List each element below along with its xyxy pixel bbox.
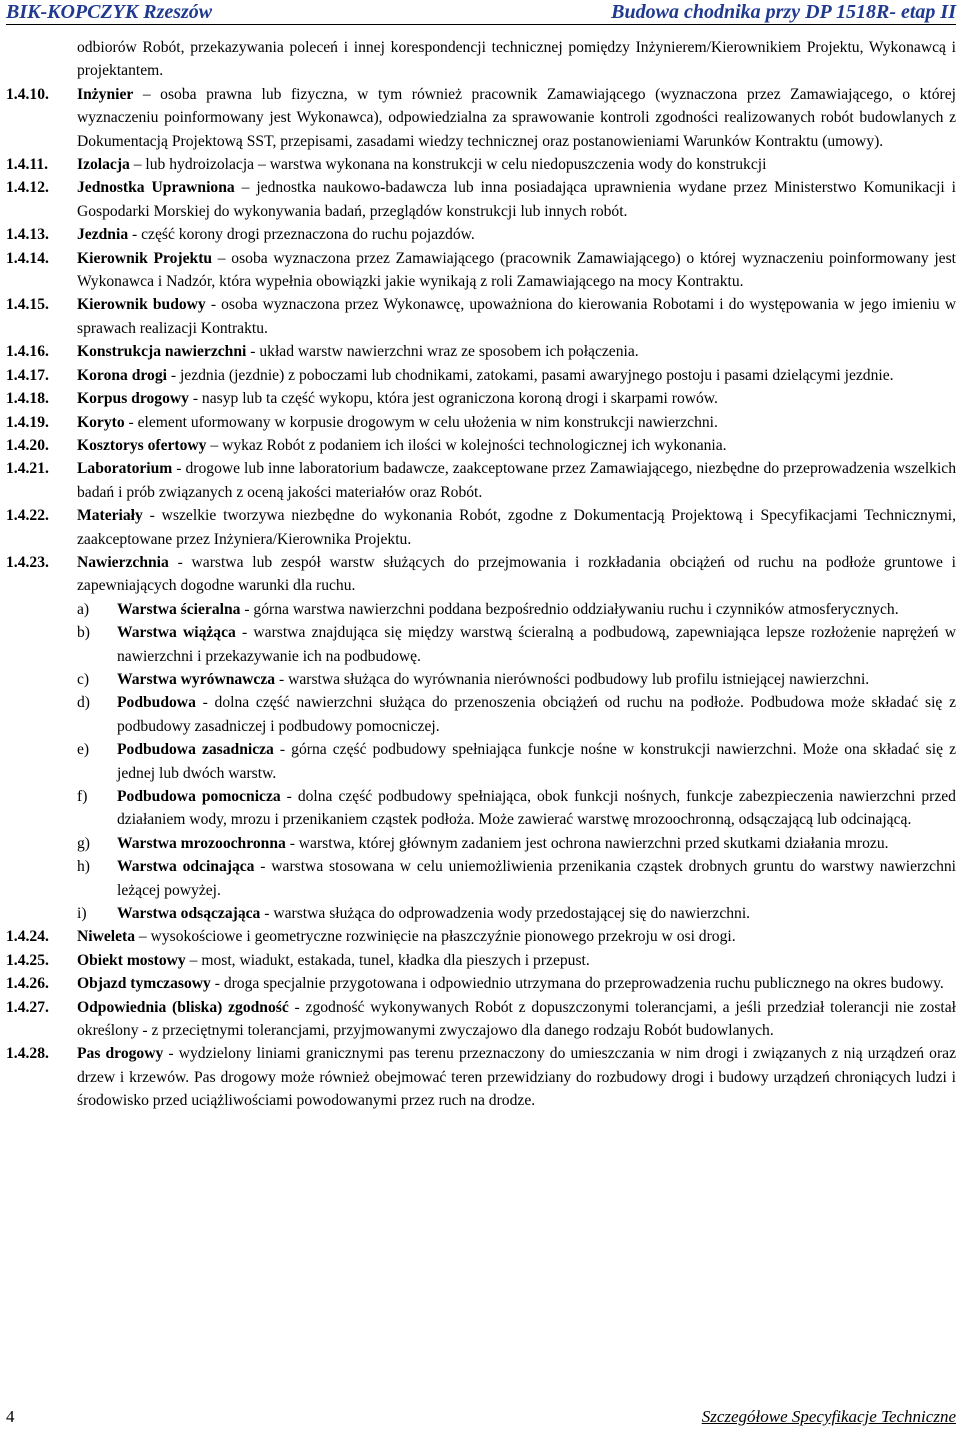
entry-number: 1.4.23. [6,553,49,571]
entry-text: - drogowe lub inne laboratorium badawcze, zaakceptowane przez Zamawiającego, niezbędne do przeprowadzenia wszelkich badań i prób związanych z oceną jakości materiałów oraz Robót. [77,460,956,501]
definition-entry [6,364,956,387]
entry-number: 1.4.12. [6,179,49,197]
entry-term: Korona drogi [77,366,167,384]
entry-term: Jezdnia [77,226,129,244]
subentry-letter: c) [77,670,90,688]
entry-number: 1.4.10. [6,85,49,103]
subentry-term: Podbudowa pomocnicza [117,788,281,805]
entry-text: - wszelkie tworzywa niezbędne do wykonania Robót, zgodne z Dokumentacją Projektową i Specyfikacjami Technicznymi, zaakceptowane przez Inżyniera/Kierownika Projektu. [77,507,956,548]
entry-number: 1.4.27. [6,998,49,1016]
intro-text: odbiorów Robót, przekazywania poleceń i innej korespondencji technicznej pomiędzy Inżynierem/Kierownikiem Projektu, Wykonawcą i projektantem. [77,39,956,80]
entry-number: 1.4.24. [6,928,49,946]
subentry-text: - warstwa służąca do odprowadzenia wody przedostającej się do nawierzchni. [260,905,751,923]
subentry-text: - dolna część podbudowy spełniająca, obok funkcji nośnych, funkcje zabezpieczenia nawierzchni przed działaniem wody, mrozu i przenikaniem cząstek podłoża. Może zawierać warstwę mrozoochronną, odsączającą lub odcinającą. [117,788,956,829]
definition-entry [6,247,956,294]
entry-term: Materiały [77,507,143,525]
definition-entry [6,1042,956,1112]
definition-entry [6,551,956,598]
header-project-title: Budowa chodnika przy DP 1518R- etap II [611,1,956,23]
subentry-term: Warstwa odsączająca [117,905,261,923]
subentry-letter: i) [77,905,87,923]
entry-term: Niweleta [77,928,136,946]
entry-text: - warstwa lub zespół warstw służących do przejmowania i rozkładania obciążeń od ruchu na podłoże gruntowe i zapewniających dogodne warunki dla ruchu. [77,553,956,595]
entry-text: – osoba wyznaczona przez Zamawiającego (pracownik Zamawiającego) o której wyznaczeniu poinformowany jest Wykonawca i Nadzór, która wypełnia obowiązki jakie wynikają z roli Zamawiającego na mocy Kontraktu. [77,249,956,291]
definition-entry [6,153,956,176]
entry-number: 1.4.18. [6,390,49,408]
definition-entry [6,457,956,504]
intro-continuation [6,36,956,83]
entry-term: Nawierzchnia [77,553,169,571]
subentry-letter: d) [77,694,90,712]
entry-number: 1.4.13. [6,226,49,244]
entry-number: 1.4.25. [6,951,49,969]
entry-number: 1.4.11. [6,156,49,174]
entry-number: 1.4.26. [6,975,49,993]
subentry-letter: a) [77,600,90,618]
subentry-term: Warstwa ścieralna [117,600,241,618]
entry-text: – jednostka naukowo-badawcza lub inna posiadająca uprawnienia wydane przez Ministerstwo Komunikacji i Gospodarki Morskiej do wykonywania badań, przeglądów konstrukcji lub innych robót. [77,179,956,220]
entry-text: – lub hydroizolacja – warstwa wykonana na konstrukcji w celu niedopuszczenia wody do konstrukcji [129,156,767,174]
entry-number: 1.4.15. [6,296,49,314]
definition-entry [6,925,956,948]
definition-entry [6,949,956,972]
subentry-term: Podbudowa zasadnicza [117,741,274,759]
entry-number: 1.4.20. [6,436,49,454]
subentry-text: - dolna część nawierzchni służąca do przenoszenia obciążeń od ruchu na podłoże. Podbudowa może składać się z podbudowy zasadniczej i podbudowy pomocniczej. [117,694,956,735]
entry-text: - jezdnia (jezdnie) z poboczami lub chodnikami, zatokami, pasami awaryjnego postoju i pasami dzielącymi jezdnie. [166,366,894,384]
entry-text: - droga specjalnie przygotowana i odpowiednio utrzymana do przeprowadzenia ruchu publicznego na okres budowy. [210,975,944,993]
layer-subentry [6,621,956,668]
entry-term: Kierownik Projektu [77,249,213,267]
subentry-text: - warstwa, której głównym zadaniem jest ochrona nawierzchni przed skutkami działania mrozu. [285,834,889,852]
entry-term: Odpowiednia (bliska) zgodność [77,998,289,1016]
entry-text: – osoba prawna lub fizyczna, w tym również pracownik Zamawiającego (wyznaczona przez Zamawiającego, o której wyznaczeniu poinformowany jest Wykonawca), odpowiedzialna za sprawowanie kontroli zgodności realizowanych robót budowlanych z Dokumentacją Projektową SST, przepisami, zasadami wiedzy technicznej oraz postanowieniami Warunków Kontraktu (umowy). [77,85,956,150]
entry-term: Inżynier [77,85,134,103]
layer-subentry [6,832,956,855]
subentry-letter: e) [77,741,90,759]
subentry-letter: h) [77,858,90,876]
definition-entry [6,434,956,457]
entry-text: – most, wiadukt, estakada, tunel, kładka dla pieszych i przepust. [185,951,590,969]
entry-term: Laboratorium [77,460,173,478]
page-number: 4 [6,1407,15,1426]
entry-text: – wykaz Robót z podaniem ich ilości w kolejności technologicznej ich wykonania. [206,436,727,454]
entry-text: - układ warstw nawierzchni wraz ze sposobem ich połączenia. [246,343,639,361]
subentry-text: - górna warstwa nawierzchni poddana bezpośrednio oddziaływaniu ruchu i czynników atmosferycznych. [240,600,899,618]
subentry-letter: g) [77,834,90,852]
definition-entry [6,504,956,551]
definition-entry [6,176,956,223]
layer-subentry [6,855,956,902]
entry-text: - wydzielony liniami granicznymi pas terenu przeznaczony do umieszczania w nim drogi i związanych z nią urządzeń oraz drzew i krzewów. Pas drogowy może również obejmować teren przewidziany do rozbudowy drogi i budowy urządzeń chroniących ludzi i środowisko przed uciążliwościami powodowanymi przez ruch na drodze. [77,1045,956,1110]
entry-term: Kierownik budowy [77,296,206,314]
entry-text: - osoba wyznaczona przez Wykonawcę, upoważniona do kierowania Robotami i do występowania w jego imieniu w sprawach realizacji Kontraktu. [77,296,956,337]
entry-text: - nasyp lub ta część wykopu, która jest ograniczona koroną drogi i skarpami rowów. [188,390,718,408]
subentry-letter: f) [77,788,88,805]
entry-text: – wysokościowe i geometryczne rozwinięcie na płaszczyźnie pionowego przekroju w osi drogi. [135,928,736,946]
entry-number: 1.4.17. [6,366,49,384]
entry-number: 1.4.22. [6,507,49,525]
subentry-term: Podbudowa [117,694,196,712]
entry-term: Izolacja [77,156,130,174]
entry-text: - zgodność wykonywanych Robót z dopuszczonymi tolerancjami, a jeśli przedział tolerancji nie został określony - z przeciętnymi tolerancjami, przyjmowanymi zwyczajowo dla danego rodzaju Robót budowlanych. [77,998,957,1040]
entry-text: - element uformowany w korpusie drogowym w celu ułożenia w nim konstrukcji nawierzchni. [124,413,718,431]
subentry-text: - warstwa znajdująca się między warstwą ścieralną a podbudową, zapewniająca lepsze rozłożenie naprężeń w nawierzchni i przekazywanie ich na podbudowę. [117,624,957,665]
header-company: BIK-KOPCZYK Rzeszów [6,1,213,23]
subentry-text: - warstwa stosowana w celu uniemożliwienia przenikania cząstek drobnych gruntu do warstwy nawierzchni leżącej powyżej. [117,858,956,899]
entry-number: 1.4.16. [6,343,49,361]
entry-number: 1.4.19. [6,413,49,431]
definition-entry [6,293,956,340]
subentry-text: - górna część podbudowy spełniająca funkcje nośne w konstrukcji nawierzchni. Może ona składać się z jednej lub dwóch warstw. [117,741,956,782]
definition-entry [6,972,956,995]
layer-subentry [6,691,956,738]
page-footer [6,1404,956,1430]
page-header [6,0,956,25]
definition-entry [6,996,956,1043]
layer-subentry [6,738,956,785]
subentry-letter: b) [77,624,90,642]
layer-subentry [6,902,956,925]
subentry-text: - warstwa służąca do wyrównania nierówności podbudowy lub profilu istniejącej nawierzchni. [275,670,870,688]
definition-entry [6,387,956,410]
entry-term: Koryto [77,413,125,431]
definitions-list [6,36,956,1113]
entry-term: Pas drogowy [77,1045,164,1063]
subentry-term: Warstwa mrozoochronna [117,834,286,852]
layer-subentry [6,598,956,621]
entry-term: Jednostka Uprawniona [77,179,235,197]
footer-document-title: Szczegółowe Specyfikacje Techniczne [701,1407,956,1426]
entry-term: Obiekt mostowy [77,951,186,969]
subentry-term: Warstwa wiążąca [117,624,236,642]
layer-subentry [6,668,956,691]
definition-entry [6,223,956,246]
entry-term: Konstrukcja nawierzchni [77,343,247,361]
entry-number: 1.4.28. [6,1045,49,1063]
layer-subentry [6,785,956,832]
definition-entry [6,340,956,363]
entry-number: 1.4.14. [6,249,49,267]
subentry-term: Warstwa odcinająca [117,858,255,876]
entry-text: - część korony drogi przeznaczona do ruchu pojazdów. [128,226,475,244]
entry-term: Kosztorys ofertowy [77,436,207,454]
entry-term: Objazd tymczasowy [77,975,211,993]
definition-entry [6,83,956,153]
subentry-term: Warstwa wyrównawcza [117,670,276,688]
entry-term: Korpus drogowy [77,390,189,408]
definition-entry [6,411,956,434]
entry-number: 1.4.21. [6,460,49,478]
